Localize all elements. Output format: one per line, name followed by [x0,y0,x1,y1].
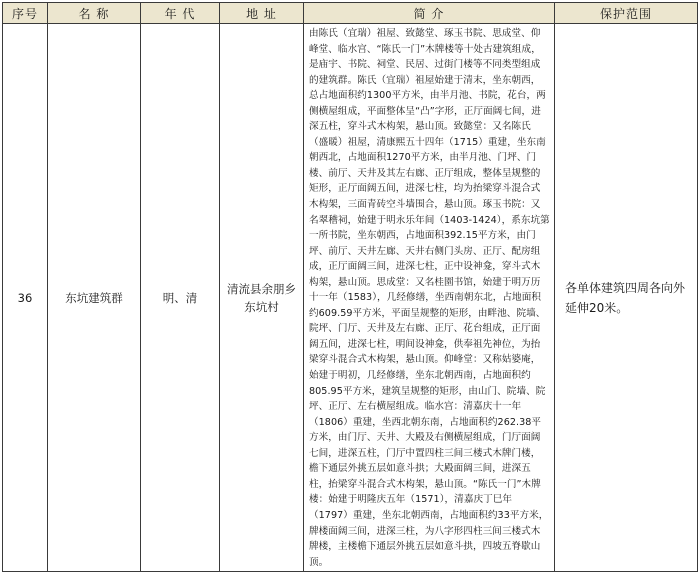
heritage-table [2,2,698,572]
header-index: 序号 [3,3,48,24]
header-row [3,3,698,24]
cell-era: 明、清 [141,24,220,572]
cell-description: 由陈氏（宜瑞）祖屋、致懿堂、琢玉书院、思成堂、仰峰堂、临水宫、“陈氏一门”木牌楼等十处古建筑组成，是庙宇、书院、祠堂、民居、过街门楼等不同类型组成的建筑群。陈氏（宜瑞）祖屋始建于清末，坐东朝西，总占地面积约1300平方米，由半月池、书院，花台，两侧横屋组成，平面整体呈“凸”字形，正厅面阔七间，进深五柱，穿斗式木构架，悬山顶。致懿堂：又名陈氏（盛暖）祖屋，清康熙五十四年（1715）重建，坐东南朝西北，占地面积1270平方米，由半月池、门坪、门楼、前厅、天井及其左右廊、正厅组成，整体呈规整的矩形，正厅面阔五间，进深七柱，均为抬梁穿斗混合式木构架，三面青砖空斗墙围合，悬山顶。琢玉书院：又名翠稽祠，始建于明永乐年间（1403-1424），系东坑第一所书院，坐东朝西，占地面积392.15平方米，由门坪、前厅、天井左廊、天井右侧门头房、正厅、配房组成，正厅面阔三间，进深七柱，正中设神龛，穿斗式木构架，悬山顶。思成堂：又名桂園书馆，始建于明万历十一年（1583），几经修缮，坐西南朝东北，占地面积约609.59平方米，平面呈规整的矩形，由畔池、院墙、院坪、门厅、天井及左右廊、正厅、花台组成，正厅面阔五间，进深七柱，明间设神龛，供奉祖先神位，为抬梁穿斗混合式木构架，悬山顶。仰峰堂：又称姑婆庵，始建于明初，几经修缮，坐东北朝西南，占地面积约805.95平方米，建筑呈规整的矩形，由山门、院墙、院坪、正厅、左右横屋组成。临水宫：清嘉庆十一年（1806）重建，坐西北朝东南，占地面积约262.38平方米，由门厅、天井、大殿及右侧横屋组成，门厅面阔七间，进深五柱，门厅中置四柱三间三楼式木牌门楼，檐下通层外挑五层如意斗拱；大殿面阔三间，进深五柱，抬梁穿斗混合式木构架，悬山顶。“陈氏一门”木牌楼：始建于明隆庆五年（1571），清嘉庆丁巳年（1797）重建，坐东北朝西南，占地面积约33平方米，牌楼面阔三间，进深三柱，为八字形四柱三间三楼式木牌楼，主楼檐下通层外挑五层如意斗拱，四坡五脊歇山顶。 [304,24,555,572]
cell-scope: 各单体建筑四周各向外延伸20米。 [555,24,698,572]
cell-name: 东坑建筑群 [48,24,141,572]
header-address: 地 址 [220,3,304,24]
header-era: 年 代 [141,3,220,24]
header-scope: 保护范围 [555,3,698,24]
table-row [3,24,698,572]
cell-index: 36 [3,24,48,572]
header-description: 简 介 [304,3,555,24]
header-name: 名 称 [48,3,141,24]
cell-address: 清流县余朋乡东坑村 [220,24,304,572]
